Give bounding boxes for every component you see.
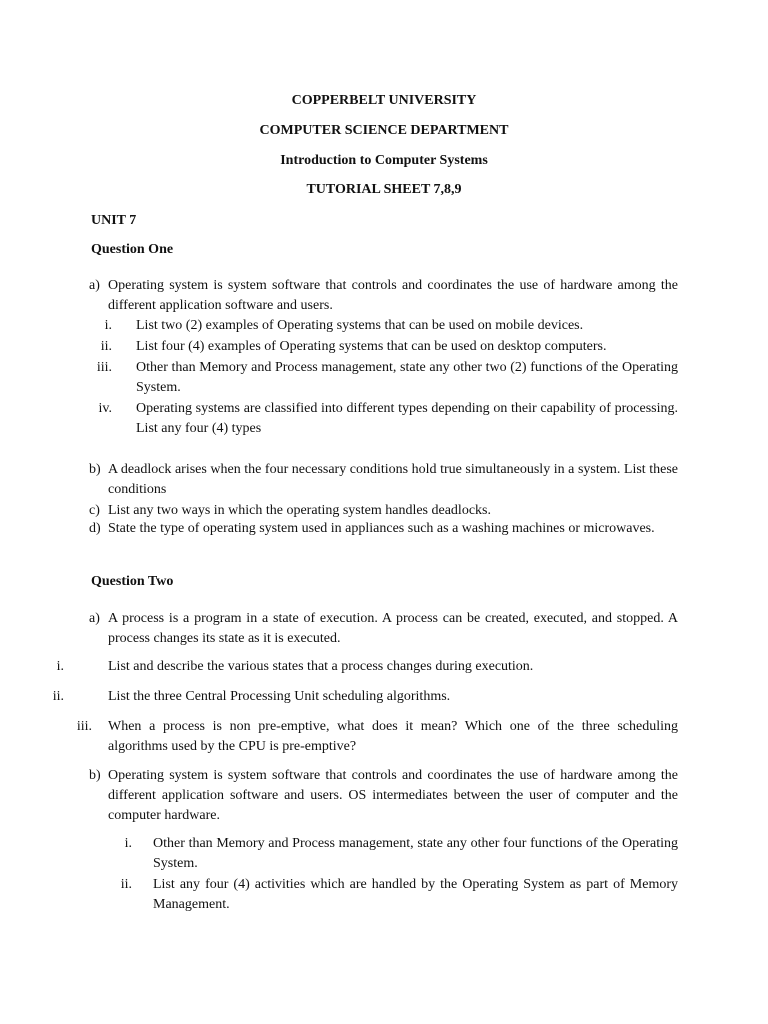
q2-a-i-text: List and describe the various states that a process changes during execution. bbox=[108, 659, 534, 674]
q2-b-i-text: Other than Memory and Process management, state any other four functions of the Operating System. bbox=[153, 836, 678, 871]
q1-d-text: State the type of operating system used in appliances such as a washing machines or microwaves. bbox=[108, 521, 655, 536]
q2-b-ii-label: ii. bbox=[120, 877, 132, 892]
tutorial-sheet-title: TUTORIAL SHEET 7,8,9 bbox=[306, 182, 462, 197]
course-title: Introduction to Computer Systems bbox=[280, 153, 488, 168]
q2-b-text: Operating system is system software that controls and coordinates the use of hardware among the different application software and users. OS intermediates between the user of computer and the computer hardware. bbox=[108, 768, 678, 823]
q1-a-iv-label: iv. bbox=[98, 401, 112, 416]
q2-b-ii-text: List any four (4) activities which are handled by the Operating System as part of Memory Management. bbox=[153, 877, 678, 912]
q1-a-label: a) bbox=[89, 278, 100, 293]
q1-b-text: A deadlock arises when the four necessary conditions hold true simultaneously in a system. List these conditions bbox=[108, 462, 678, 497]
unit-heading: UNIT 7 bbox=[91, 213, 137, 228]
q1-d-label: d) bbox=[89, 521, 101, 536]
q2-a-ii-text: List the three Central Processing Unit scheduling algorithms. bbox=[108, 689, 451, 704]
q1-a-ii-label: ii. bbox=[100, 339, 112, 354]
q1-c-label: c) bbox=[89, 503, 100, 518]
department-title: COMPUTER SCIENCE DEPARTMENT bbox=[259, 123, 509, 138]
q1-c-text: List any two ways in which the operating system handles deadlocks. bbox=[108, 503, 491, 518]
university-title: COPPERBELT UNIVERSITY bbox=[291, 93, 477, 108]
q1-a-i-label: i. bbox=[104, 318, 112, 333]
q1-b-label: b) bbox=[89, 462, 101, 477]
q2-b-label: b) bbox=[89, 768, 101, 783]
q2-a-i-label: i. bbox=[56, 659, 64, 674]
q2-a-iii-label: iii. bbox=[76, 719, 92, 734]
question-two-heading: Question Two bbox=[91, 574, 174, 589]
q2-b-i-label: i. bbox=[124, 836, 132, 851]
q1-a-text: Operating system is system software that controls and coordinates the use of hardware among the different application software and users. bbox=[108, 278, 678, 313]
q1-a-ii-text: List four (4) examples of Operating systems that can be used on desktop computers. bbox=[136, 339, 607, 354]
q2-a-label: a) bbox=[89, 611, 100, 626]
q2-a-iii-text: When a process is non pre-emptive, what does it mean? Which one of the three scheduling algorithms used by the CPU is pre-emptive? bbox=[108, 719, 678, 754]
q2-a-ii-label: ii. bbox=[52, 689, 64, 704]
q1-a-iv-text: Operating systems are classified into different types depending on their capability of processing. List any four (4) types bbox=[136, 401, 678, 436]
q2-a-text: A process is a program in a state of execution. A process can be created, executed, and stopped. A process changes its state as it is executed. bbox=[108, 611, 678, 646]
q1-a-iii-label: iii. bbox=[96, 360, 112, 375]
q1-a-i-text: List two (2) examples of Operating systems that can be used on mobile devices. bbox=[136, 318, 584, 333]
q1-a-iii-text: Other than Memory and Process management, state any other two (2) functions of the Operating System. bbox=[136, 360, 678, 395]
question-one-heading: Question One bbox=[91, 242, 174, 257]
